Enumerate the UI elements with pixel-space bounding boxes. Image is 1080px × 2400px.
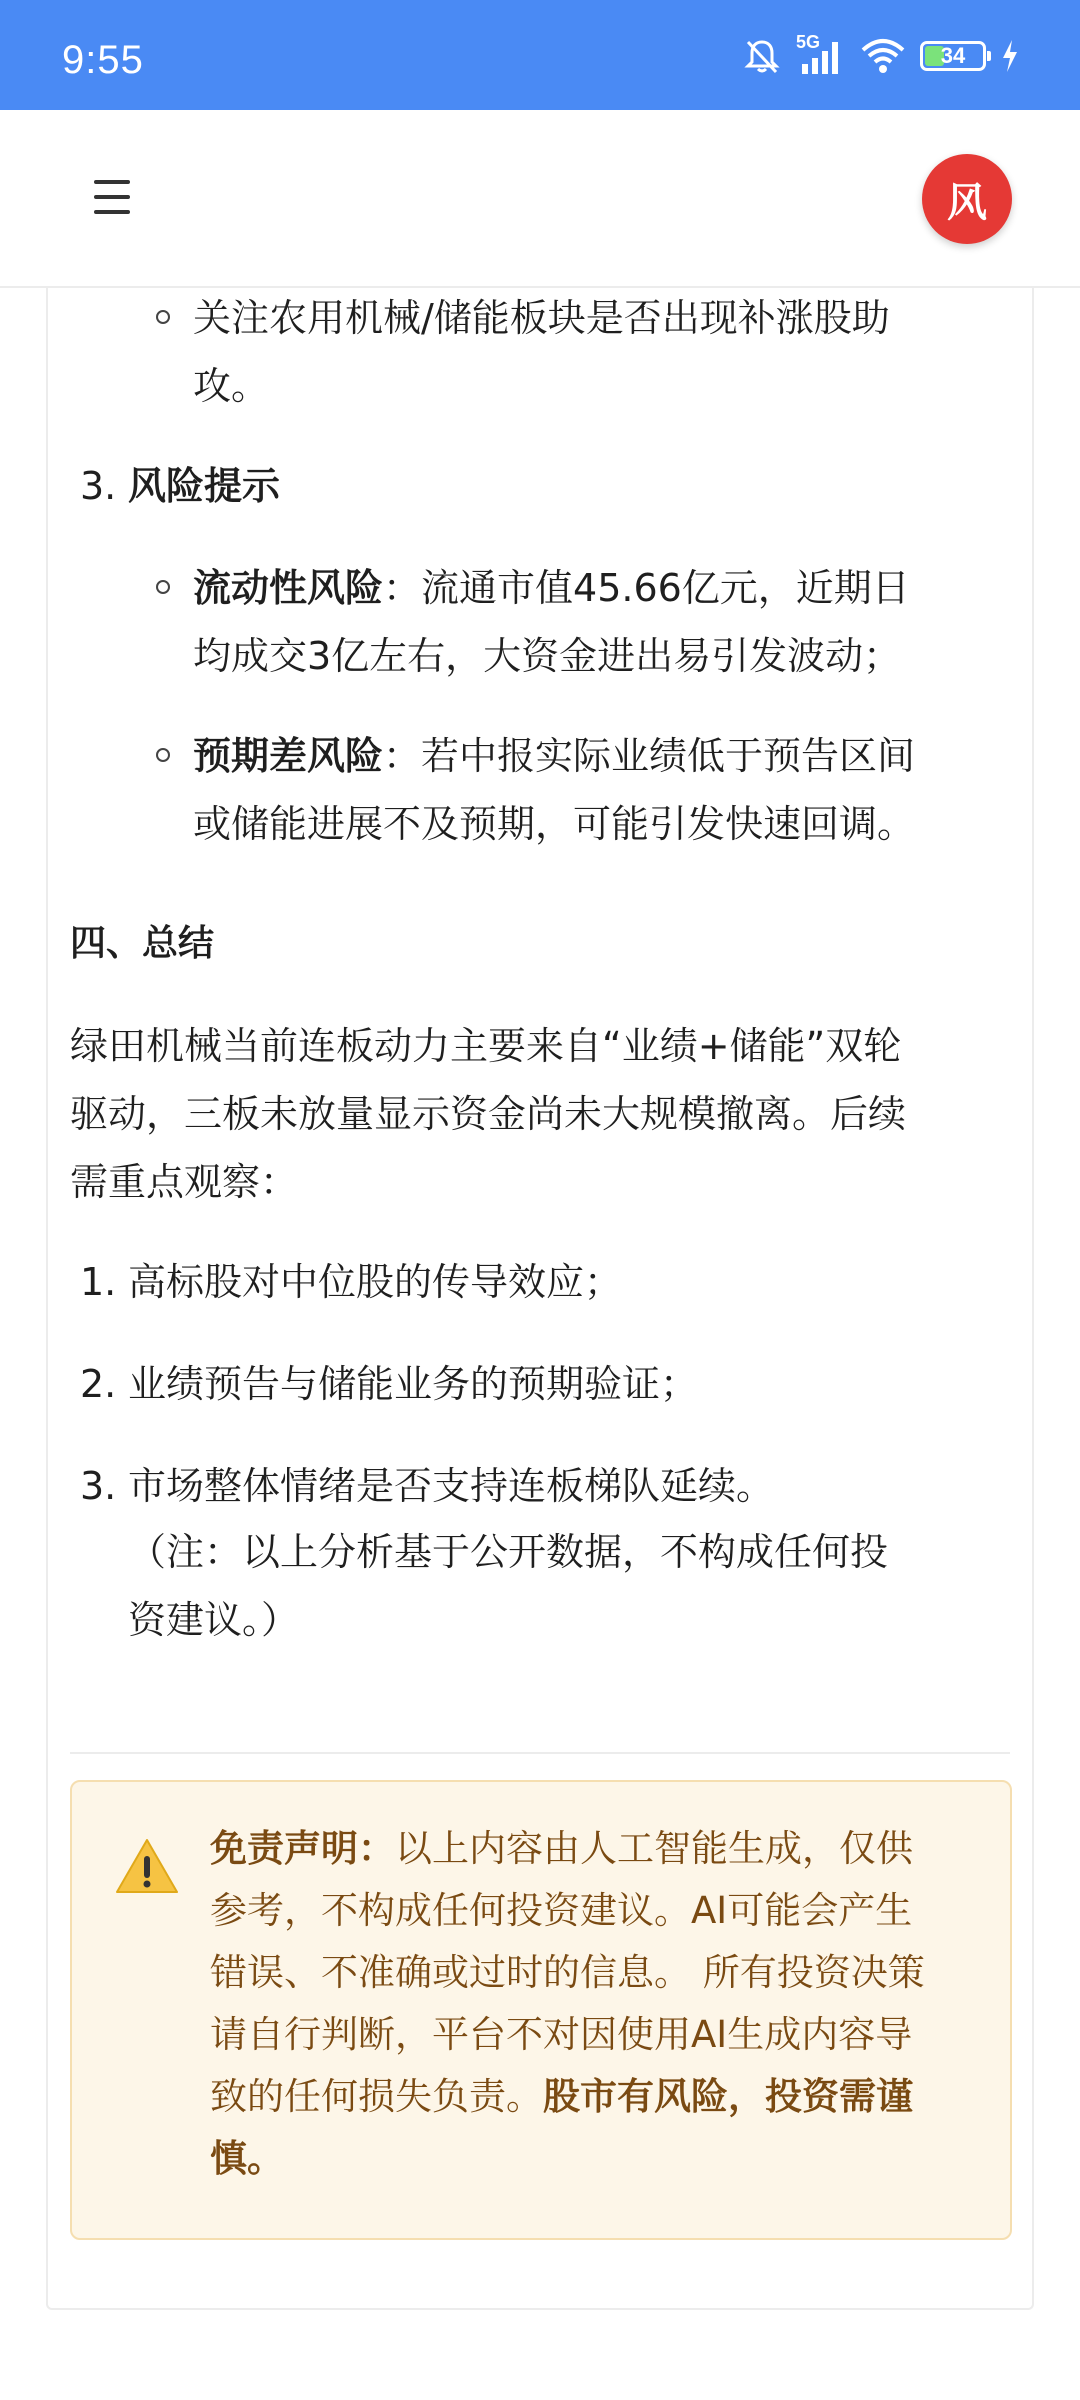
- battery-icon: [920, 41, 986, 71]
- card-border-right: [1032, 1300, 1034, 2260]
- disclaimer-line: 参考，不构成任何投资建议。AI可能会产生: [210, 1889, 913, 1932]
- bullet-icon: [156, 748, 170, 762]
- battery-cap: [987, 51, 991, 61]
- risk-label: 预期差风险: [193, 734, 384, 778]
- list-number: 1.: [80, 1260, 117, 1304]
- bullet-icon: [156, 580, 170, 594]
- avatar[interactable]: 风: [922, 154, 1012, 244]
- menu-icon[interactable]: [94, 180, 130, 216]
- list-number: 3.: [80, 1464, 117, 1508]
- disclaimer-line: 慎。: [210, 2137, 284, 2180]
- divider: [70, 1752, 1010, 1754]
- charging-icon: [1000, 38, 1020, 74]
- network-type: 5G: [796, 32, 821, 52]
- list-item-line: 市场整体情绪是否支持连板梯队延续。: [128, 1464, 775, 1508]
- disclaimer-line: 请自行判断，平台不对因使用AI生成内容导: [210, 2013, 913, 2056]
- list-item-line: 关注农用机械/储能板块是否出现补涨股助: [193, 296, 890, 340]
- note-line: 资建议。）: [128, 1598, 300, 1642]
- list-item-line: 业绩预告与储能业务的预期验证；: [128, 1362, 699, 1406]
- paragraph-line: 需重点观察：: [70, 1160, 299, 1204]
- risk-label: 流动性风险: [193, 566, 384, 610]
- disclaimer-line: 错误、不准确或过时的信息。 所有投资决策: [210, 1951, 925, 1994]
- list-number: 3.: [80, 464, 117, 508]
- section-heading: 四、总结: [70, 923, 215, 964]
- battery-level: 34: [940, 43, 966, 68]
- list-item-line: 或储能进展不及预期，可能引发快速回调。: [193, 802, 916, 846]
- status-icons: [742, 32, 1020, 76]
- card-bottom: [46, 2250, 1034, 2310]
- list-item-line: 高标股对中位股的传导效应；: [128, 1260, 623, 1304]
- signal-group: [796, 32, 846, 76]
- section-title: 风险提示: [128, 464, 281, 508]
- wifi-icon: [860, 36, 906, 76]
- card-border-left: [46, 1300, 48, 2260]
- paragraph-line: 驱动，三板未放量显示资金尚未大规模撤离。后续: [70, 1092, 907, 1136]
- signal-icon: [796, 36, 846, 76]
- disclaimer-line: 免责声明：以上内容由人工智能生成，仅供: [210, 1827, 913, 1870]
- disclaimer-label: 免责声明：: [210, 1827, 395, 1870]
- mute-bell-icon: [742, 36, 782, 76]
- disclaimer-line: 致的任何损失负责。股市有风险，投资需谨: [210, 2075, 913, 2118]
- note-line: （注：以上分析基于公开数据，不构成任何投: [128, 1530, 889, 1574]
- bullet-icon: [156, 310, 170, 324]
- disclaimer-box: [70, 1780, 1012, 2240]
- list-item-line: 均成交3亿左右，大资金进出易引发波动；: [193, 634, 902, 678]
- status-time: 9:55: [62, 38, 144, 82]
- disclaimer-text: [210, 1818, 980, 2190]
- list-item-line: 预期差风险：若中报实际业绩低于预告区间: [193, 734, 916, 778]
- list-item-line: 攻。: [193, 364, 270, 408]
- app-header: [0, 110, 1080, 288]
- risk-warning: 股市有风险，投资需谨: [543, 2075, 913, 2118]
- list-item-line: 流动性风险：流通市值45.66亿元，近期日: [193, 566, 910, 610]
- status-bar: [0, 0, 1080, 110]
- list-number: 2.: [80, 1362, 117, 1406]
- paragraph-line: 绿田机械当前连板动力主要来自“业绩+储能”双轮: [70, 1024, 902, 1068]
- warning-icon: [114, 1836, 180, 1896]
